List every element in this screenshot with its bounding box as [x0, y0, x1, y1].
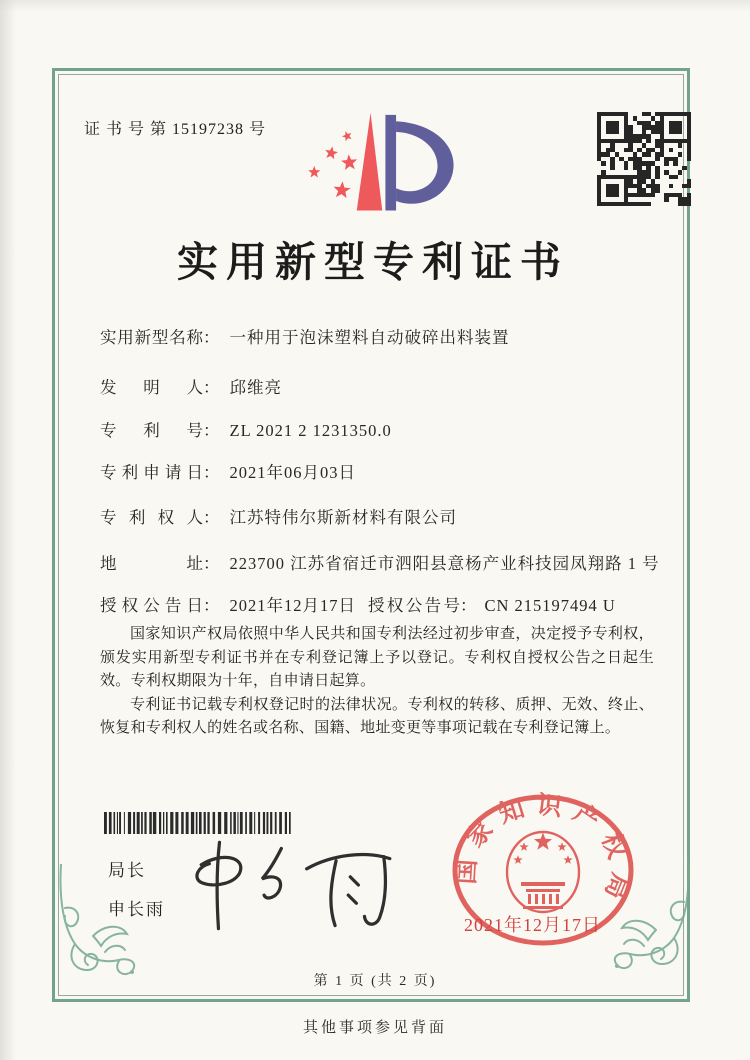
barcode-bar	[279, 812, 282, 834]
barcode-bar	[199, 812, 202, 834]
barcode-bar	[240, 812, 243, 834]
barcode-bar	[181, 812, 184, 834]
field-colon: ：	[203, 596, 220, 615]
body-paragraph: 国家知识产权局依照中华人民共和国专利法经过初步审查，决定授予专利权，颁发实用新型专利证书并在专利登记簿上予以登记。专利权自授权公告之日起生效。专利权期限为十年，自申请日起算。	[100, 626, 654, 689]
barcode-bar	[218, 812, 221, 834]
barcode-bar	[258, 812, 260, 834]
field-label: 地址	[100, 554, 203, 573]
barcode-bar	[237, 812, 238, 834]
field-colon: ：	[203, 508, 220, 527]
barcode-bar	[175, 812, 178, 834]
barcode-bar	[149, 812, 152, 834]
barcode-bar	[224, 812, 227, 834]
seal-agency-text: 国家知识产权局	[453, 792, 634, 912]
barcode-bar	[245, 812, 247, 834]
field-label: 专利权人	[100, 508, 203, 527]
barcode	[104, 812, 296, 834]
field-value: 江苏特伟尔斯新材料有限公司	[229, 508, 457, 527]
field-value: CN 215197494 U	[484, 596, 616, 615]
back-side-note: 其他事项参见背面	[302, 1020, 447, 1036]
scan-edge-shadow	[0, 0, 16, 1060]
field-value: 223700 江苏省宿迁市泗阳县意杨产业科技园凤翔路 1 号	[229, 554, 660, 573]
star-shape	[534, 833, 552, 850]
field-row-inventor	[100, 374, 282, 398]
field-value: 一种用于泡沫塑料自动破碎出料装置	[229, 328, 510, 347]
director-name: 申长雨	[108, 900, 165, 919]
field-value: 邱维亮	[229, 378, 282, 397]
director-title: 局长	[108, 861, 146, 880]
field-colon: ：	[460, 596, 477, 615]
body-paragraph: 专利证书记载专利权登记时的法律状况。专利权的转移、质押、无效、终止、恢复和专利权人的姓名或名称、国籍、地址变更等事项记载在专利登记簿上。	[100, 696, 654, 736]
barcode-bar	[230, 812, 232, 834]
field-value: 2021年12月17日	[229, 596, 356, 615]
star-shape	[341, 154, 357, 170]
barcode-bar	[141, 812, 143, 834]
field-label: 实用新型名称	[100, 328, 203, 347]
barcode-bar	[170, 812, 173, 834]
scan-edge-shadow-top	[0, 0, 750, 12]
barcode-bar	[166, 812, 168, 834]
director-signature-icon	[185, 834, 403, 936]
star-shape	[513, 855, 522, 864]
barcode-bar	[104, 812, 107, 834]
field-colon: ：	[203, 421, 220, 440]
field-label: 专利号	[100, 421, 203, 440]
barcode-bar	[249, 812, 252, 834]
barcode-bar	[270, 812, 272, 834]
barcode-bar	[133, 812, 135, 834]
field-grant-number	[368, 592, 616, 616]
barcode-bar	[144, 812, 146, 834]
barcode-bar	[196, 812, 198, 834]
qr-module	[687, 202, 691, 206]
field-colon: ：	[203, 554, 220, 573]
barcode-bar	[124, 812, 125, 834]
star-shape	[308, 166, 320, 178]
barcode-bar	[137, 812, 140, 834]
field-label: 发明人	[100, 378, 203, 397]
seal-date: 2021年12月17日	[464, 915, 601, 935]
barcode-bar	[119, 812, 121, 834]
star-shape	[557, 842, 566, 851]
barcode-bar	[263, 812, 265, 834]
certificate-body	[100, 623, 654, 741]
barcode-bar	[267, 812, 269, 834]
barcode-bar	[163, 812, 164, 834]
field-colon: ：	[203, 463, 220, 482]
field-value: ZL 2021 2 1231350.0	[229, 421, 392, 440]
star-shape	[342, 131, 352, 141]
barcode-bar	[254, 812, 255, 834]
field-label: 授权公告日	[100, 596, 203, 615]
certificate-number: 证 书 号 第 15197238 号	[84, 121, 267, 138]
certificate-title: 实用新型专利证书	[177, 239, 569, 285]
field-colon: ：	[203, 378, 220, 397]
field-row-filing-date	[100, 459, 356, 483]
barcode-bar	[207, 812, 209, 834]
barcode-bar	[117, 812, 118, 834]
barcode-bar	[114, 812, 116, 834]
star-shape	[334, 181, 351, 198]
star-shape	[519, 842, 528, 851]
barcode-bar	[285, 812, 287, 834]
field-value: 2021年06月03日	[229, 463, 356, 482]
page-number: 第 1 页 (共 2 页)	[313, 974, 437, 989]
star-shape	[563, 855, 572, 864]
barcode-bar	[128, 812, 131, 834]
barcode-bar	[153, 812, 156, 834]
barcode-bar	[233, 812, 236, 834]
field-row-utility-model-name	[100, 324, 510, 348]
director-block	[108, 856, 165, 920]
barcode-bar	[191, 812, 194, 834]
barcode-bar	[289, 812, 291, 834]
field-row-patentee	[100, 504, 457, 528]
field-row-patent-number	[100, 417, 392, 441]
qr-code	[597, 112, 691, 206]
barcode-bar	[275, 812, 277, 834]
field-row-address	[100, 550, 660, 574]
field-row-grant-date	[100, 592, 616, 616]
barcode-bar	[109, 812, 112, 834]
cnipa-logo-icon	[293, 104, 463, 232]
field-label: 授权公告号	[368, 596, 460, 615]
field-label: 专利申请日	[100, 463, 203, 482]
barcode-bar	[186, 812, 189, 834]
barcode-bar	[204, 812, 206, 834]
barcode-bar	[159, 812, 161, 834]
barcode-bar	[213, 812, 216, 834]
field-colon: ：	[203, 328, 220, 347]
star-shape	[325, 146, 338, 159]
